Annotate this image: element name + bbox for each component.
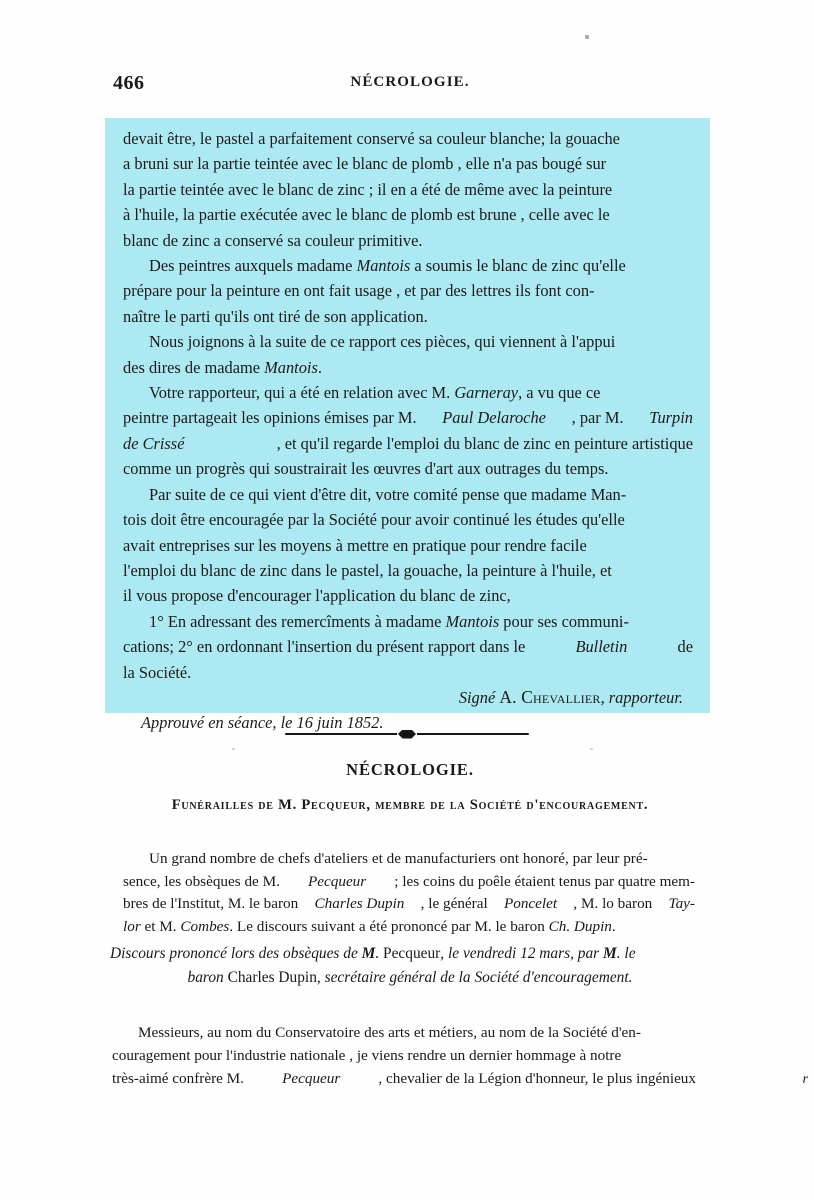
report-body <box>123 126 693 736</box>
report-signature <box>123 685 693 710</box>
signature-name: A. Chevallier <box>499 686 601 707</box>
report-line: 1° En adressant des remercîments à madame Mantois pour ses communi- <box>149 611 629 631</box>
report-line: comme un progrès qui soustrairait les œuvres d'art aux outrages du temps. <box>123 459 609 479</box>
body-line: sence, les obsèques de M. Pecqueur ; les coins du poêle étaient tenus par quatre mem- <box>123 872 695 890</box>
report-line: Nous joignons à la suite de ce rapport ces pièces, qui viennent à l'appui <box>149 332 616 352</box>
scan-speck-icon <box>585 35 589 39</box>
report-line: peintre partageait les opinions émises par M. Paul Delaroche , par M. Turpin <box>123 408 693 428</box>
section-subtitle: Funérailles de M. Pecqueur, membre de la Société d'encouragement. <box>171 797 649 813</box>
body-line: lor et M. Combes. Le discours suivant a été prononcé par M. le baron Ch. Dupin. <box>123 917 616 935</box>
report-line: prépare pour la peinture en ont fait usage , et par des lettres ils font con- <box>123 281 595 301</box>
report-line: de Crissé , et qu'il regarde l'emploi du blanc de zinc en peinture artistique <box>123 433 693 453</box>
page-header <box>105 72 715 98</box>
section-divider-ornament <box>0 728 814 740</box>
report-approval: Approuvé en séance, le 16 juin 1852. <box>141 713 384 733</box>
report-line: tois doit être encouragée par la Société pour avoir continué les études qu'elle <box>123 510 625 530</box>
report-line: il vous propose d'encourager l'application du blanc de zinc, <box>123 586 511 606</box>
necrology-speech-paragraph <box>112 1022 696 1090</box>
report-line: la partie teintée avec le blanc de zinc ; il en a été de même avec la peinture <box>123 179 613 199</box>
signature-signe-label: Signé <box>458 687 496 707</box>
divider-bar-left <box>285 733 397 735</box>
report-line: blanc de zinc a conservé sa couleur primitive. <box>123 230 423 250</box>
report-line: avait entreprises sur les moyens à mettre en pratique pour rendre facile <box>123 535 587 555</box>
section-title: NÉCROLOGIE. <box>346 760 474 779</box>
body-line: très-aimé confrère M. Pecqueur , chevalier de la Légion d'honneur, le plus ingénieux <box>112 1069 696 1087</box>
highlighted-report-block <box>105 118 710 733</box>
scan-speck-icon <box>590 748 593 750</box>
divider-bar-right <box>417 733 529 735</box>
report-line: des dires de madame Mantois. <box>123 357 322 377</box>
catchword: r <box>802 1072 808 1087</box>
report-line: devait être, le pastel a parfaitement conservé sa couleur blanche; la gouache <box>123 129 620 148</box>
report-line: cations; 2° en ordonnant l'insertion du présent rapport dans le Bulletin de <box>123 637 693 657</box>
body-line: bres de l'Institut, M. le baron Charles Dupin , le général Poncelet , M. lo baron Tay- <box>123 895 695 913</box>
discourse-caption-line: Discours prononcé lors des obsèques de M. Pecqueur, le vendredi 12 mars, par M. le <box>110 945 636 962</box>
body-line: Messieurs, au nom du Conservatoire des arts et métiers, au nom de la Société d'en- <box>138 1024 641 1041</box>
body-line: couragement pour l'industrie nationale , je viens rendre un dernier hommage à notre <box>112 1046 622 1064</box>
folio-number: 466 <box>113 72 145 94</box>
report-line: Des peintres auxquels madame Mantois a soumis le blanc de zinc qu'elle <box>149 256 626 276</box>
report-line: a bruni sur la partie teintée avec le blanc de plomb , elle n'a pas bougé sur <box>123 154 607 174</box>
report-line: la Société. <box>123 662 192 682</box>
running-head: NÉCROLOGIE. <box>350 74 470 90</box>
report-line: Votre rapporteur, qui a été en relation avec M. Garneray, a vu que ce <box>149 383 601 403</box>
necrology-intro-paragraph <box>123 848 695 938</box>
signature-role: , rapporteur. <box>600 687 683 707</box>
report-line: à l'huile, la partie exécutée avec le blanc de plomb est brune , celle avec le <box>123 205 610 225</box>
report-line: Par suite de ce qui vient d'être dit, votre comité pense que madame Man- <box>149 484 627 504</box>
discourse-caption-line: baron Charles Dupin, secrétaire général de la Société d'encouragement. <box>187 968 633 986</box>
discourse-caption <box>110 942 710 989</box>
body-line: Un grand nombre de chefs d'ateliers et de manufacturiers ont honoré, par leur pré- <box>149 850 648 867</box>
report-line: l'emploi du blanc de zinc dans le pastel, la gouache, la peinture à l'huile, et <box>123 560 612 580</box>
diamond-ornament-icon <box>398 730 416 739</box>
report-line: naître le parti qu'ils ont tiré de son application. <box>123 306 428 326</box>
scan-speck-icon <box>232 748 235 750</box>
